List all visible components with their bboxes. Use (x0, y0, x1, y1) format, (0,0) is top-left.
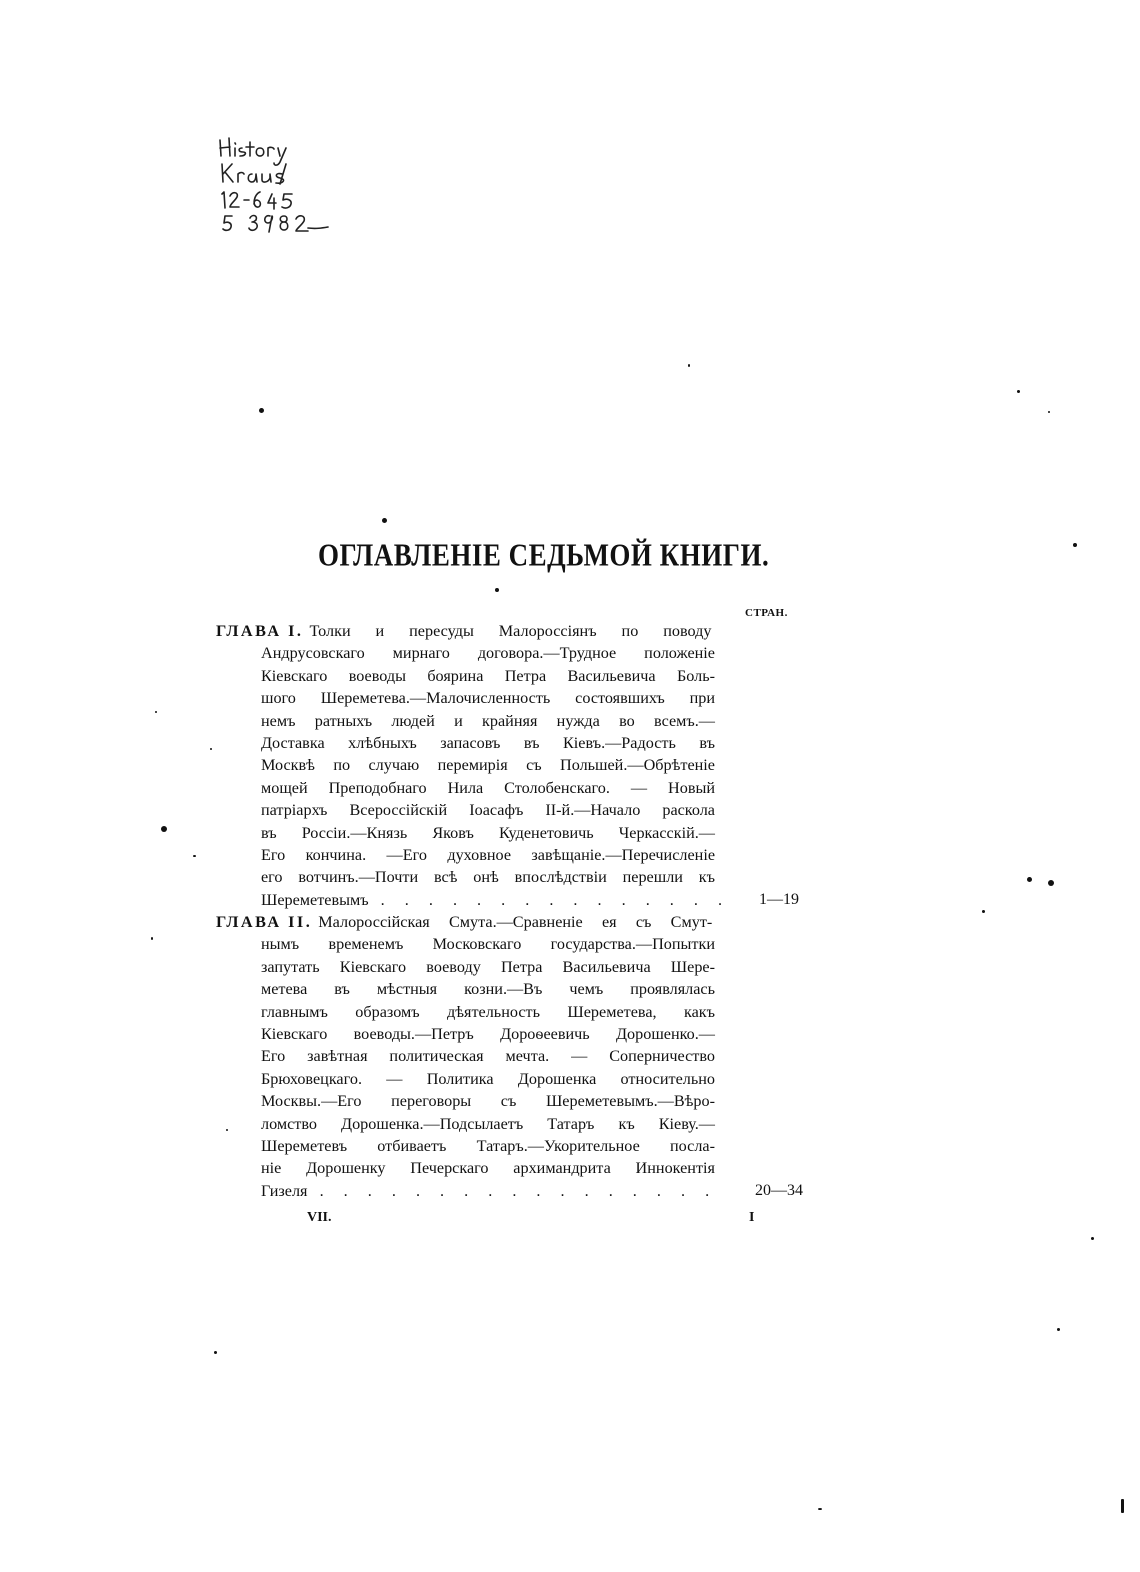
scan-speck (193, 855, 196, 857)
scan-speck (1073, 543, 1077, 547)
toc-line (216, 754, 816, 776)
toc-line (216, 956, 816, 978)
scan-speck (214, 1351, 217, 1354)
scan-speck (688, 364, 690, 367)
scan-speck (161, 826, 167, 832)
toc-line (216, 620, 816, 642)
toc-text: главнымъ образомъ дѣятельность Шереметева, какъ (261, 1002, 715, 1021)
toc-line (216, 1113, 816, 1135)
toc-line (216, 799, 816, 821)
toc-text: Брюховецкаго. — Политика Дорошенка относительно (261, 1069, 715, 1088)
scan-speck (151, 937, 153, 940)
toc-text: Толки и пересуды Малороссіянъ по поводу (309, 622, 712, 640)
toc-text: ніе Дорошенку Печерскаго архимандрита Иннокентія (261, 1159, 715, 1178)
scan-speck (1048, 411, 1050, 413)
toc-line (216, 1001, 816, 1023)
toc-text: Гизеля (261, 1181, 308, 1200)
toc-line (216, 665, 816, 687)
toc-entry-chapter-1 (216, 620, 816, 911)
toc-line (216, 1135, 816, 1157)
scan-speck (155, 711, 157, 713)
scan-speck (1091, 1237, 1094, 1240)
toc-text: мощей Преподобнаго Нила Столобенскаго. — Новый (261, 778, 715, 797)
chapter-label: ГЛАВА I. (216, 622, 304, 640)
toc-text: Его кончина. —Его духовное завѣщаніе.—Перечисленіе (261, 845, 715, 864)
toc-text: Кіевскаго воеводы.—Петръ Дороѳеевичь Дорошенко.— (261, 1025, 715, 1044)
toc-line (216, 687, 816, 709)
toc-line (216, 1090, 816, 1112)
page-column-header: СТРАН. (745, 607, 788, 619)
toc-line (216, 777, 816, 799)
toc-text: Его завѣтная политическая мечта. — Соперничество (261, 1047, 715, 1066)
handwritten-note (216, 134, 336, 238)
toc-line (216, 844, 816, 866)
toc-text: въ Россіи.—Князь Яковъ Куденетовичь Черкасскій.— (261, 823, 715, 842)
toc-text: Москвѣ по случаю перемирія съ Польшей.—Обрѣтеніе (261, 756, 715, 775)
toc-page-range: 1—19 (759, 890, 799, 908)
toc-text: Москвы.—Его переговоры съ Шереметевымъ.—Вѣро- (261, 1092, 715, 1111)
toc-text: Кіевскаго воеводы боярина Петра Васильевича Боль- (261, 666, 715, 685)
scan-speck (982, 910, 985, 913)
scan-speck (495, 588, 499, 592)
toc-entry-chapter-2 (216, 911, 816, 1202)
toc-page-range: 20—34 (755, 1181, 803, 1199)
chapter-label: ГЛАВА II. (216, 913, 313, 932)
toc-line (216, 1157, 816, 1179)
toc-text: метева въ мѣстныя козни.—Въ чемъ проявлялась (261, 980, 715, 999)
scan-speck (818, 1508, 822, 1510)
toc-line (216, 822, 816, 844)
toc-text: нымъ временемъ Московскаго государства.—Попытки (261, 935, 715, 954)
toc-line (216, 710, 816, 732)
table-of-contents (216, 620, 816, 1202)
toc-line (216, 642, 816, 664)
toc-text: немъ ратныхъ людей и крайняя нужда во всемъ.— (261, 711, 715, 730)
page-title: ОГЛАВЛЕНІЕ СЕДЬМОЙ КНИГИ. (318, 537, 770, 573)
toc-text: Малороссійская Смута.—Сравненіе ея съ Смут- (318, 913, 713, 932)
toc-line (216, 978, 816, 1000)
toc-line (216, 866, 816, 888)
toc-text: Шереметевъ отбиваетъ Татаръ.—Укорительное посла- (261, 1136, 715, 1155)
toc-text: Доставка хлѣбныхъ запасовъ въ Кіевъ.—Радость въ (261, 733, 715, 752)
scan-speck (1121, 1499, 1124, 1513)
scan-speck (1017, 390, 1020, 393)
toc-text: Андрусовскаго мирнаго договора.—Трудное положеніе (261, 644, 715, 663)
dot-leader: . . . . . . . . . . . . . . . . . (307, 1181, 718, 1200)
toc-line (216, 1068, 816, 1090)
scan-speck (1057, 1328, 1060, 1331)
toc-text: шого Шереметева.—Малочисленность состоявшихъ при (261, 689, 715, 708)
toc-line (216, 911, 816, 933)
signature-mark-left: VII. (307, 1210, 332, 1225)
scan-speck (382, 518, 387, 523)
scan-speck (259, 408, 264, 413)
toc-line (216, 889, 816, 911)
toc-line (216, 732, 816, 754)
dot-leader: . . . . . . . . . . . . . . . (368, 890, 731, 909)
toc-text: ломство Дорошенка.—Подсылаетъ Татаръ къ Кіеву.— (261, 1114, 715, 1133)
scan-speck (1027, 877, 1032, 882)
toc-line (216, 1045, 816, 1067)
scan-speck (210, 748, 212, 750)
signature-mark-right: I (749, 1210, 755, 1225)
toc-text: патріархъ Всероссійскій Іоасафъ II-й.—Начало раскола (261, 801, 715, 820)
toc-line (216, 1023, 816, 1045)
toc-text: запутать Кіевскаго воеводу Петра Васильевича Шере- (261, 957, 715, 976)
scan-speck (1048, 880, 1054, 886)
toc-line (216, 933, 816, 955)
toc-line (216, 1180, 816, 1202)
toc-text: Шереметевымъ (261, 890, 369, 909)
toc-text: его вотчинъ.—Почти всѣ онѣ впослѣдствіи перешли къ (261, 868, 715, 887)
